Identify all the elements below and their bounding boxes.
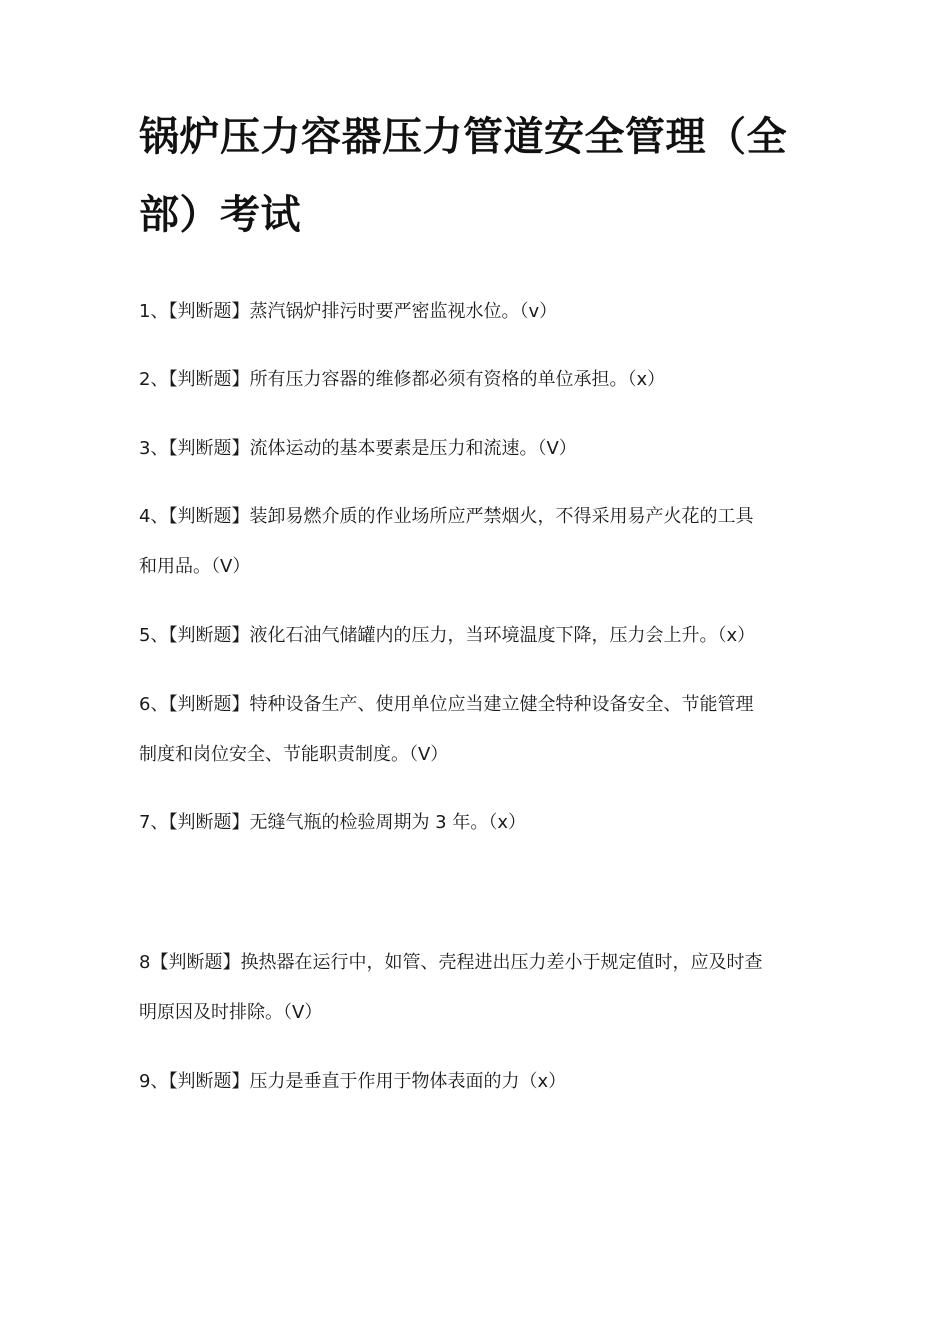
question-text: 9、【判断题】压力是垂直于作用于物体表面的力（x）: [139, 1071, 567, 1092]
question-text-continued: 制度和岗位安全、节能职责制度。（V）: [139, 744, 449, 765]
question-text: 4、【判断题】装卸易燃介质的作业场所应严禁烟火，不得采用易产火花的工具: [139, 506, 754, 527]
question-text: 7、【判断题】无缝气瓶的检验周期为 3 年。（x）: [139, 812, 526, 833]
question-item-6: [139, 680, 811, 780]
question-text: 2、【判断题】所有压力容器的维修都必须有资格的单位承担。（x）: [139, 369, 666, 390]
question-text: 1、【判断题】蒸汽锅炉排污时要严密监视水位。（v）: [139, 301, 558, 322]
question-item-2: [139, 355, 811, 405]
question-item-4: [139, 492, 811, 592]
question-item-1: [139, 287, 811, 337]
question-item-9: [139, 1057, 811, 1107]
question-item-3: [139, 424, 811, 474]
question-item-5: [139, 611, 811, 661]
question-text: 3、【判断题】流体运动的基本要素是压力和流速。（V）: [139, 438, 577, 459]
document-title: [139, 98, 819, 254]
document-title-line-2: 部）考试: [139, 192, 301, 238]
question-item-7: [139, 798, 811, 848]
question-text-continued: 和用品。（V）: [139, 556, 251, 577]
question-text-continued: 明原因及时排除。（V）: [139, 1002, 323, 1023]
question-item-8: [139, 938, 811, 1038]
question-text: 5、【判断题】液化石油气储罐内的压力，当环境温度下降，压力会上升。（x）: [139, 625, 756, 646]
document-title-line-1: 锅炉压力容器压力管道安全管理（全: [139, 114, 787, 160]
question-text: 8【判断题】换热器在运行中，如管、壳程进出压力差小于规定值时，应及时查: [139, 952, 763, 973]
question-text: 6、【判断题】特种设备生产、使用单位应当建立健全特种设备安全、节能管理: [139, 694, 754, 715]
